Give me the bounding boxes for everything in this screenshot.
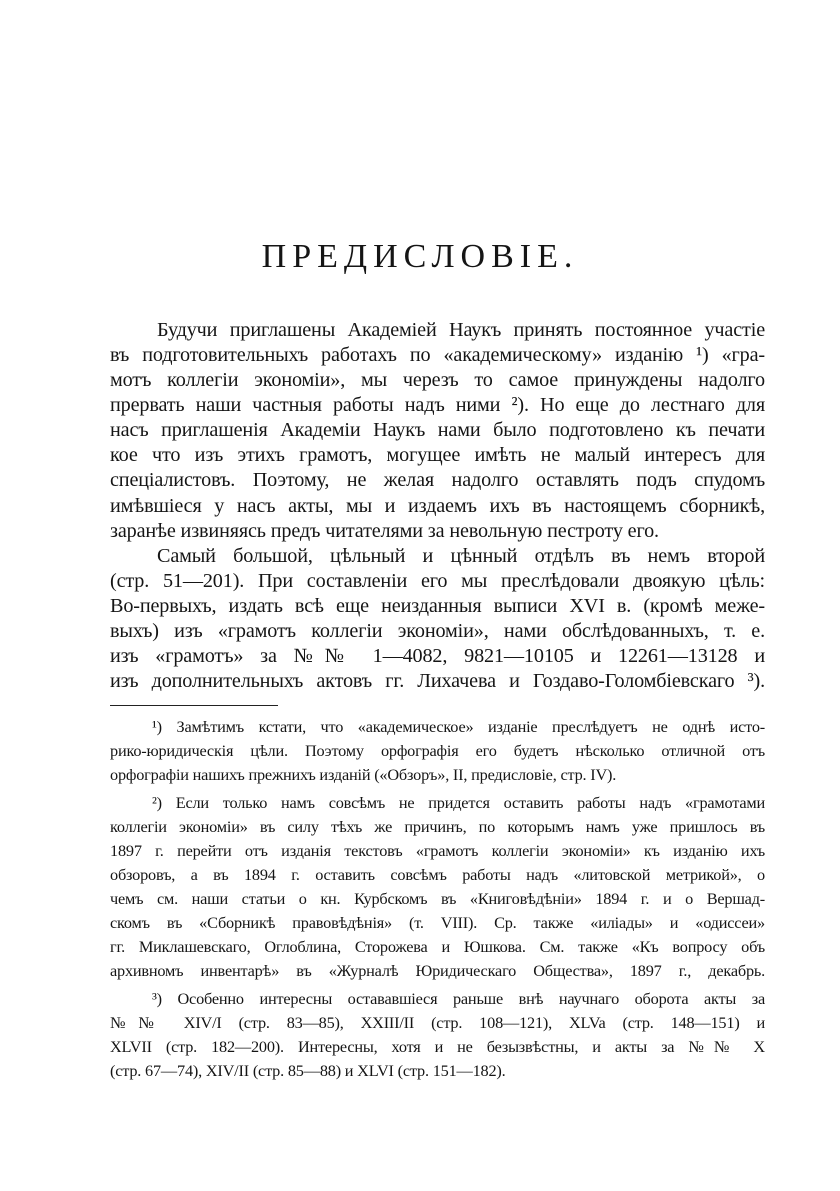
- body-line: (стр. 51—201). При составленіи его мы преслѣдовали двоякую цѣль:: [110, 570, 765, 592]
- footnote-line: чемъ см. наши статьи о кн. Курбскомъ въ «Книговѣдѣніи» 1894 г. и о Вершад-: [110, 889, 765, 908]
- footnote-line: ¹) Замѣтимъ кстати, что «академическое» изданіе преслѣдуетъ не однѣ исто-: [152, 717, 765, 736]
- footnote-line: 1897 г. перейти отъ изданія текстовъ «грамотъ коллегіи экономіи» къ изданію ихъ: [110, 841, 765, 860]
- footnote-line: гг. Миклашевскаго, Оглоблина, Сторожева и Юшкова. См. также «Къ вопросу объ: [110, 937, 765, 956]
- body-line: Будучи приглашены Академіей Наукъ принять постоянное участіе: [157, 319, 765, 341]
- footnote-line: ²) Если только намъ совсѣмъ не придется оставить работы надъ «грамотами: [152, 793, 765, 812]
- body-line: изъ дополнительныхъ актовъ гг. Лихачева и Гоздаво-Голомбіевскаго ³).: [110, 670, 765, 692]
- footnote-line: орфографіи нашихъ прежнихъ изданій («Обзоръ», II, предисловіе, стр. IV).: [110, 765, 617, 784]
- body-line: заранѣе извиняясь предъ читателями за невольную пестроту его.: [110, 520, 659, 542]
- body-line: имѣвшіеся у насъ акты, мы и издаемъ ихъ въ настоящемъ сборникѣ,: [110, 495, 765, 517]
- footnote-line: XLVII (стр. 182—200). Интересны, хотя и не безызвѣстны, и акты за №№ X: [110, 1037, 765, 1056]
- footnote-line: рико-юридическія цѣли. Поэтому орфографія его будетъ нѣсколько отличной отъ: [110, 741, 765, 760]
- footnote-divider: [110, 705, 278, 706]
- footnote-line: скомъ въ «Сборникѣ правовѣдѣнія» (т. VIII). Ср. также «иліады» и «одиссеи»: [110, 913, 765, 932]
- body-line: выхъ) изъ «грамотъ коллегіи экономіи», нами обслѣдованныхъ, т. е.: [110, 620, 765, 642]
- body-line: мотъ коллегіи экономіи», мы черезъ то самое принуждены надолго: [110, 369, 765, 391]
- body-line: Самый большой, цѣльный и цѣнный отдѣлъ въ немъ второй: [157, 545, 765, 567]
- body-line: прервать наши частныя работы надъ ними ²). Но еще до лестнаго для: [110, 394, 765, 416]
- footnote-line: архивномъ инвентарѣ» въ «Журналѣ Юридическаго Общества», 1897 г., декабрь.: [110, 961, 765, 980]
- body-line: насъ приглашенія Академіи Наукъ нами было подготовлено къ печати: [110, 419, 765, 441]
- footnote-line: (стр. 67—74), XIV/II (стр. 85—88) и XLVI (стр. 151—182).: [110, 1061, 506, 1080]
- body-line: въ подготовительныхъ работахъ по «академическому» изданію ¹) «гра-: [110, 344, 765, 366]
- body-line: изъ «грамотъ» за №№ 1—4082, 9821—10105 и 12261—13128 и: [110, 645, 765, 667]
- footnote-line: обзоровъ, а въ 1894 г. оставить совсѣмъ работы надъ «литовской метрикой», о: [110, 865, 765, 884]
- footnote-line: ³) Особенно интересны остававшіеся раньше внѣ научнаго оборота акты за: [152, 989, 765, 1008]
- footnote-line: коллегіи экономіи» въ силу тѣхъ же причинъ, по которымъ намъ уже пришлось въ: [110, 817, 765, 836]
- footnote-line: №№ XIV/I (стр. 83—85), XXIII/II (стр. 108—121), XLVa (стр. 148—151) и: [110, 1013, 765, 1032]
- page-title: ПРЕДИСЛОВІЕ.: [261, 238, 579, 275]
- body-line: спеціалистовъ. Поэтому, не желая надолго оставлять подъ спудомъ: [110, 469, 765, 491]
- body-line: Во-первыхъ, издать всѣ еще неизданныя выписи XVI в. (кромѣ меже-: [110, 595, 765, 617]
- body-line: кое что изъ этихъ грамотъ, могущее имѣть не малый интересъ для: [110, 444, 765, 466]
